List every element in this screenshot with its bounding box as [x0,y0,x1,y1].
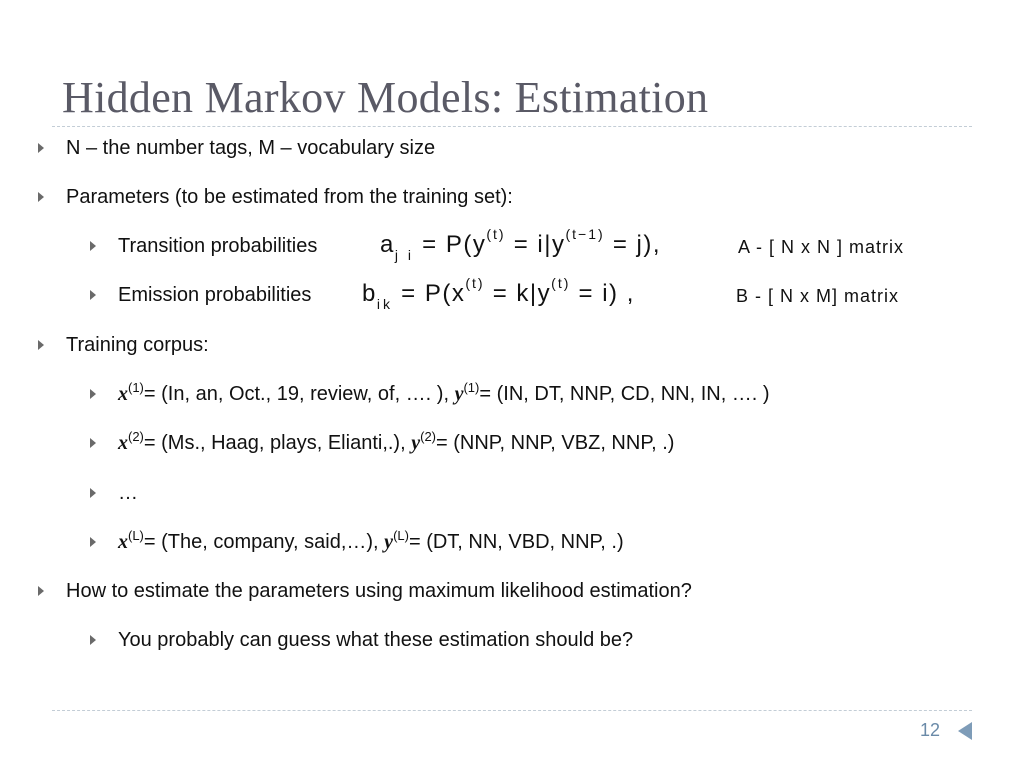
sub-bullet-icon [90,389,96,399]
bullet-training-corpus: Training corpus: [66,334,209,356]
page-number: 12 [920,720,941,740]
corpus-example-L: $x^{(L)}= (The$, company, said,…), $y^{(L)}= (DT$, NN, VBD, NNP, .) [118,528,624,553]
sub-bullet-icon [90,438,96,448]
sub-bullet-icon [90,241,96,251]
bullet-mle-question: How to estimate the parameters using maximum likelihood estimation? [66,580,692,602]
corpus-example-1: $x^{(1)}= (In$, an, Oct., 19, review, of, …. ), $y^{(1)}= (IN$, DT, NNP, CD, NN, IN, …. ) [118,380,770,405]
bullet-icon [38,340,44,350]
sub-bullet-icon [90,635,96,645]
back-arrow-icon[interactable] [958,722,972,740]
corpus-ellipsis: … [118,482,138,504]
bullet-parameters: Parameters (to be estimated from the training set): [66,186,513,208]
mle-guess: You probably can guess what these estimation should be? [118,629,634,651]
sub-bullet-icon [90,290,96,300]
sub-bullet-icon [90,488,96,498]
corpus-example-2: $x^{(2)}= (Ms$., Haag, plays, Elianti,.), $y^{(2)}= (NNP$, NNP, VBZ, NNP, .) [118,429,675,454]
transition-matrix-size: A - [ N x N ] matrix [738,237,905,257]
emission-matrix-size: B - [ N x M] matrix [736,286,899,306]
transition-label: Transition probabilities [118,235,318,257]
emission-label: Emission probabilities [118,284,312,306]
emission-formula: $b_{ik} = P(x^{(t)} = k|y^{(t)} = i)$ , [362,275,635,312]
transition-formula: $a_{j i} = P(y^{(t)} = i|y^{(t-1)} = j)$, [380,226,662,263]
bullet-icon [38,192,44,202]
bullet-tags-vocab: N – the number tags, M – vocabulary size [66,137,436,159]
footer-divider [52,710,972,711]
sub-bullet-icon [90,537,96,547]
bullet-icon [38,586,44,596]
title-divider [52,126,972,127]
bullet-icon [38,143,44,153]
slide-title: Hidden Markov Models: Estimation [62,73,709,122]
